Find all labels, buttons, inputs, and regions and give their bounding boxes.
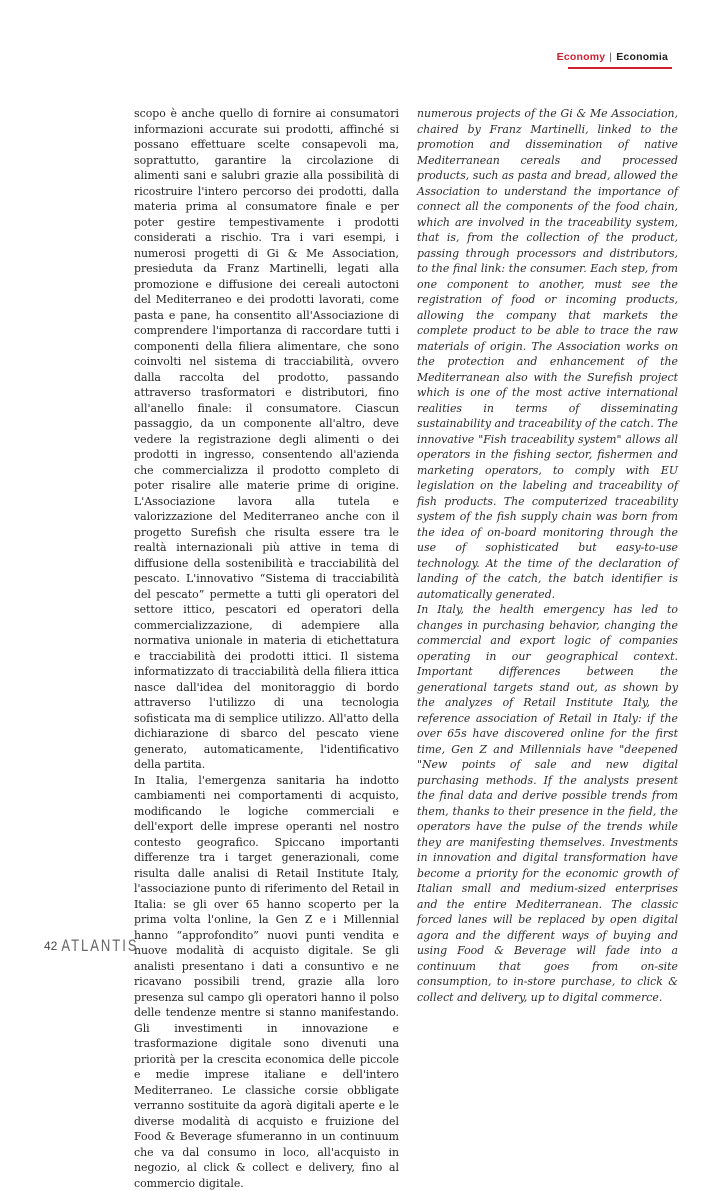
section-header xyxy=(557,51,668,63)
page-footer xyxy=(44,938,139,953)
header-rule xyxy=(568,67,672,69)
category-separator: | xyxy=(609,51,612,63)
category-english: Economy xyxy=(557,51,606,63)
italian-paragraph-1: scopo è anche quello di fornire ai consumatori informazioni accurate sui prodotti, affinché si possano effettuare scelte consapevoli ma, soprattutto, garantire la circolazione di alimenti sani e salubri grazie alla possibilità di ricostruire l'intero percorso dei prodotti, dalla materia prima al consumatore finale e per poter gestire tempestivamente i prodotti considerati a rischio. Tra i vari esempi, i numerosi progetti di Gi & Me Association, presieduta da Franz Martinelli, legati alla promozione e diffusione dei cereali autoctoni del Mediterraneo e dei prodotti lavorati, come pasta e pane, ha consentito all'Associazione di comprendere l'importanza di raccordare tutti i componenti della filiera alimentare, che sono coinvolti nel sistema di tracciabilità, ovvero dalla raccolta del prodotto, passando attraverso trasformatori e distributori, fino all'anello finale: il consumatore. Ciascun passaggio, da un componente all'altro, deve vedere la registrazione degli alimenti o dei prodotti in ingresso, consentendo all'azienda che commercializza il prodotto completo di poter risalire alle materie prime di origine. L'Associazione lavora alla tutela e valorizzazione del Mediterraneo anche con il progetto Surefish che risulta essere tra le realtà internazionali più attive in tema di diffusione della sostenibilità e tracciabilità del pescato. L'innovativo “Sistema di tracciabilità del pescato” permette a tutti gli operatori del settore ittico, pescatori ed operatori della commercializzazione, di adempiere alla normativa unionale in materia di etichettatura e tracciabilità dei prodotti ittici. Il sistema informatizzato di tracciabilità della filiera ittica nasce dall'idea del monitoraggio di bordo attraverso l'utilizzo di una tecnologia sofisticata ma di semplice utilizzo. All'atto della dichiarazione di sbarco del pescato viene generato, automaticamente, l'identificativo della partita. xyxy=(134,106,399,773)
magazine-logo: ATLANTIS xyxy=(61,936,138,955)
english-column xyxy=(417,106,678,1005)
italian-paragraph-2: In Italia, l'emergenza sanitaria ha indotto cambiamenti nei comportamenti di acquisto, modificando le logiche commerciali e dell'export delle imprese operanti nel nostro contesto geografico. Spiccano importanti differenze tra i target generazionali, come risulta dalle analisi di Retail Institute Italy, l'associazione punto di riferimento del Retail in Italia: se gli over 65 hanno scoperto per la prima volta l'online, la Gen Z e i Millennial hanno “approfondito” nuovi punti vendita e nuove modalità di acquisto digitale. Se gli analisti presentano i dati a consuntivo e ne ricavano possibili trend, grazie alla loro presenza sul campo gli operatori hanno il polso delle tendenze mentre si stanno manifestando. Gli investimenti in innovazione e trasformazione digitale sono divenuti una priorità per la crescita economica delle piccole e medie imprese italiane e dell'intero Mediterraneo. Le classiche corsie obbligate verranno sostituite da agorà digitali aperte e le diverse modalità di acquisto e fruizione del Food & Beverage sfumeranno in un continuum che va dal consumo in loco, all'acquisto in negozio, al click & collect e delivery, fino al commercio digitale. xyxy=(134,773,399,1191)
page-number: 42 xyxy=(44,939,57,953)
italian-column xyxy=(134,106,399,1191)
english-paragraph-2: In Italy, the health emergency has led to changes in purchasing behavior, changing the commercial and export logic of companies operating in our geographical context. Important differences between the generational targets stand out, as shown by the analyzes of Retail Institute Italy, the reference association of Retail in Italy: if the over 65s have discovered online for the first time, Gen Z and Millennials have "deepened "New points of sale and new digital purchasing methods. If the analysts present the final data and derive possible trends from them, thanks to their presence in the field, the operators have the pulse of the trends while they are manifesting themselves. Investments in innovation and digital transformation have become a priority for the economic growth of Italian small and medium-sized enterprises and the entire Mediterranean. The classic forced lanes will be replaced by open digital agora and the different ways of buying and using Food & Beverage will fade into a continuum that goes from on-site consumption, to in-store purchase, to click & collect and delivery, up to digital commerce. xyxy=(417,602,678,1005)
category-italian: Economia xyxy=(616,51,668,63)
english-paragraph-1: numerous projects of the Gi & Me Association, chaired by Franz Martinelli, linked to the promotion and dissemination of native Mediterranean cereals and processed products, such as pasta and bread, allowed the Association to understand the importance of connect all the components of the food chain, which are involved in the traceability system, that is, from the collection of the product, passing through processors and distributors, to the final link: the consumer. Each step, from one component to another, must see the registration of food or incoming products, allowing the company that markets the complete product to be able to trace the raw materials of origin. The Association works on the protection and enhancement of the Mediterranean also with the Surefish project which is one of the most active international realities in terms of disseminating sustainability and traceability of the catch. The innovative "Fish traceability system" allows all operators in the fishing sector, fishermen and marketing operators, to comply with EU legislation on the labeling and traceability of fish products. The computerized traceability system of the fish supply chain was born from the idea of on-board monitoring through the use of sophisticated but easy-to-use technology. At the time of the declaration of landing of the catch, the batch identifier is automatically generated. xyxy=(417,106,678,602)
